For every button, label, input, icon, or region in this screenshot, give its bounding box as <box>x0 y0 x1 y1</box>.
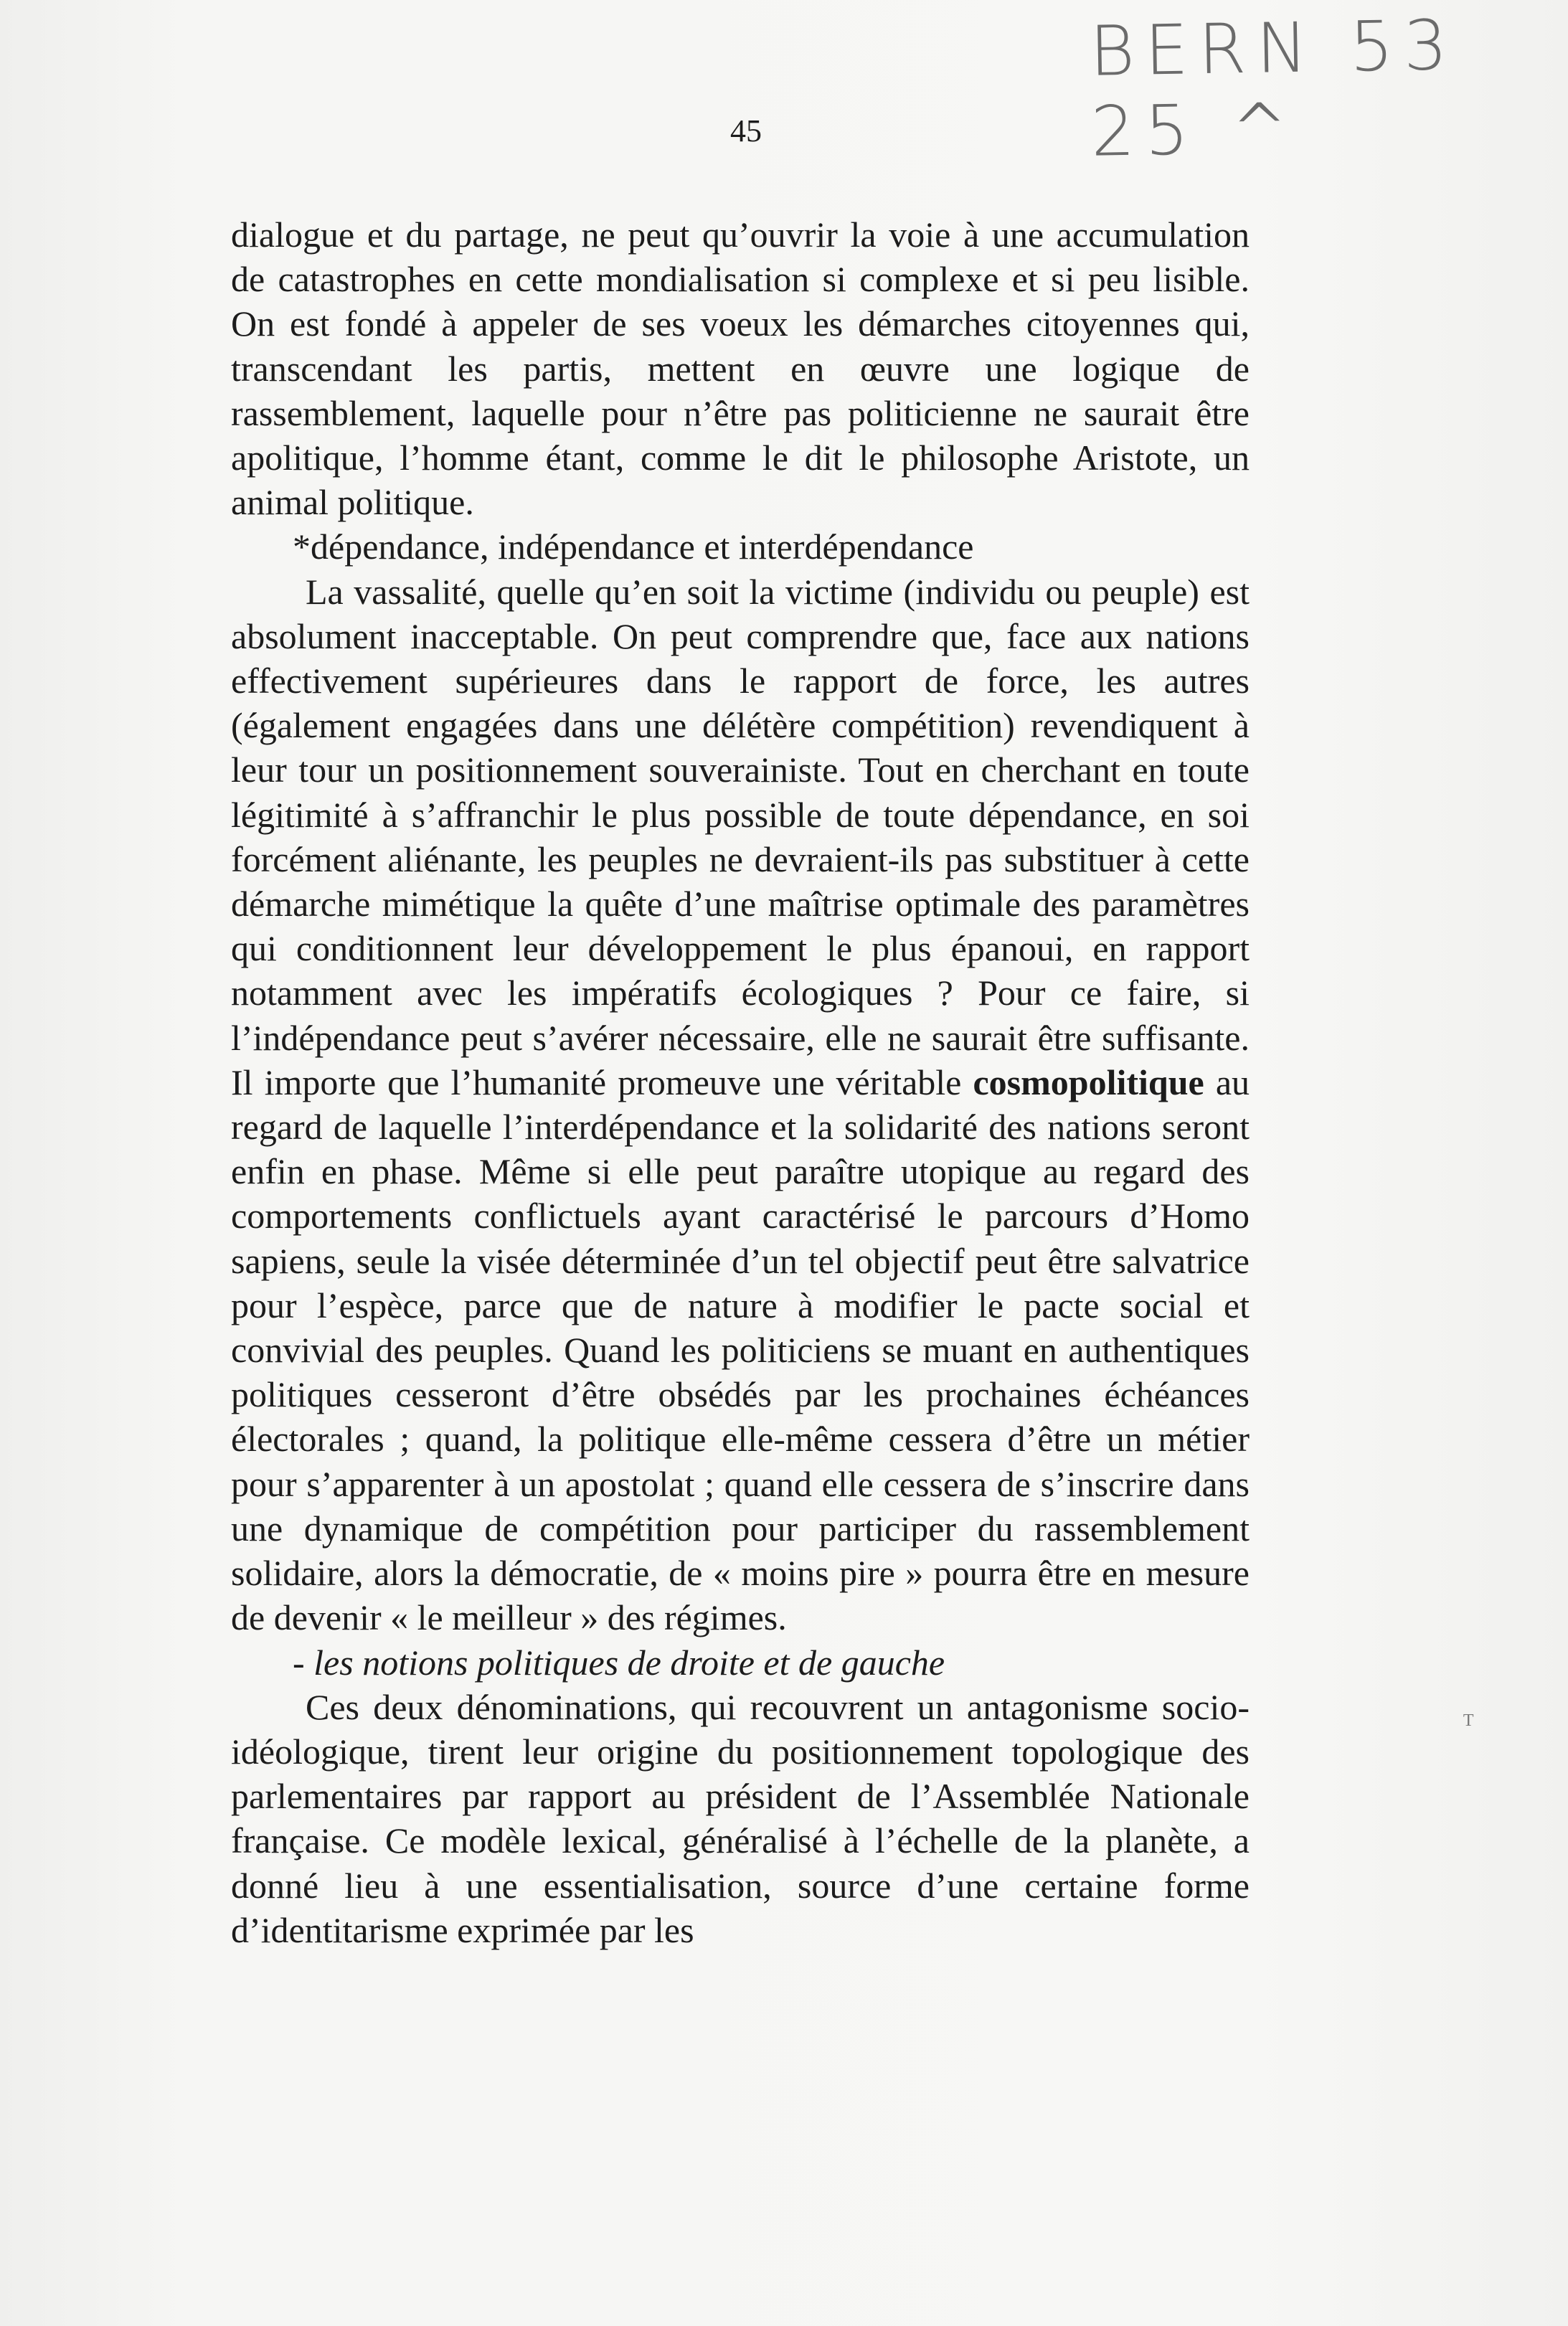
paragraph-3: Ces deux dénominations, qui recouvrent un antagonisme socio-idéologique, tirent leur origine du positionnement topologique des parlementaires par rapport au président de l’Assemblée Nationale française. Ce modèle lexical, généralisé à l’échelle de la planète, a donné lieu à une essentialisation, source d’une certaine forme d’identitarisme exprimée par les <box>231 1686 1250 1950</box>
paragraph-2-bold-term: cosmopolitique <box>973 1062 1204 1102</box>
body-text <box>231 212 1250 1952</box>
margin-mark: ᵀ <box>1463 1708 1474 1740</box>
paragraph-2-text-after: au regard de laquelle l’interdépendance et la solidarité des nations seront enfin en phase. Même si elle peut paraître utopique au regard des comportements conflictuels ayant caractérisé le parcours d’Homo sapiens, seule la visée déterminée d’un tel objectif peut être salvatrice pour l’espèce, parce que de nature à modifier le pacte social et convivial des peuples. Quand les politiciens se muant en authentiques politiques cesseront d’être obsédés par les prochaines échéances électorales ; quand, la politique elle-même cessera d’être un métier pour s’apparenter à un apostolat ; quand elle cessera de s’inscrire dans une dynamique de compétition pour participer du rassemblement solidaire, alors la démocratie, de « moins pire » pourra être en mesure de devenir « le meilleur » des régimes. <box>231 1062 1250 1638</box>
paragraph-2 <box>231 569 1250 1640</box>
section-heading-droite-gauche: - les notions politiques de droite et de gauche <box>293 1642 945 1683</box>
section-heading-dependance: *dépendance, indépendance et interdépendance <box>293 526 974 567</box>
page-number: 45 <box>730 113 762 148</box>
paragraph-1: dialogue et du partage, ne peut qu’ouvrir la voie à une accumulation de catastrophes en cette mondialisation si complexe et si peu lisible. On est fondé à appeler de ses voeux les démarches citoyennes qui, transcendant les partis, mettent en œuvre une logique de rassemblement, laquelle pour n’être pas politicienne ne saurait être apolitique, l’homme étant, comme le dit le philosophe Aristote, un animal politique. <box>231 214 1250 523</box>
paragraph-2-text-before: La vassalité, quelle qu’en soit la victime (individu ou peuple) est absolument inacceptable. On peut comprendre que, face aux nations effectivement supérieures dans le rapport de force, les autres (également engagées dans une délétère compétition) revendiquent à leur tour un positionnement souverainiste. Tout en cherchant en toute légitimité à s’affranchir le plus possible de toute dépendance, en soi forcément aliénante, les peuples ne devraient-ils pas substituer à cette démarche mimétique la quête d’une maîtrise optimale des paramètres qui conditionnent leur développement le plus épanoui, en rapport notamment avec les impératifs écologiques ? Pour ce faire, si l’indépendance peut s’avérer nécessaire, elle ne saurait être suffisante. Il importe que l’humanité promeuve une véritable <box>231 571 1250 1102</box>
faint-bleedthrough-annotation <box>7 14 38 90</box>
handwritten-annotation: BERN 53 25 ^ <box>1089 4 1458 172</box>
